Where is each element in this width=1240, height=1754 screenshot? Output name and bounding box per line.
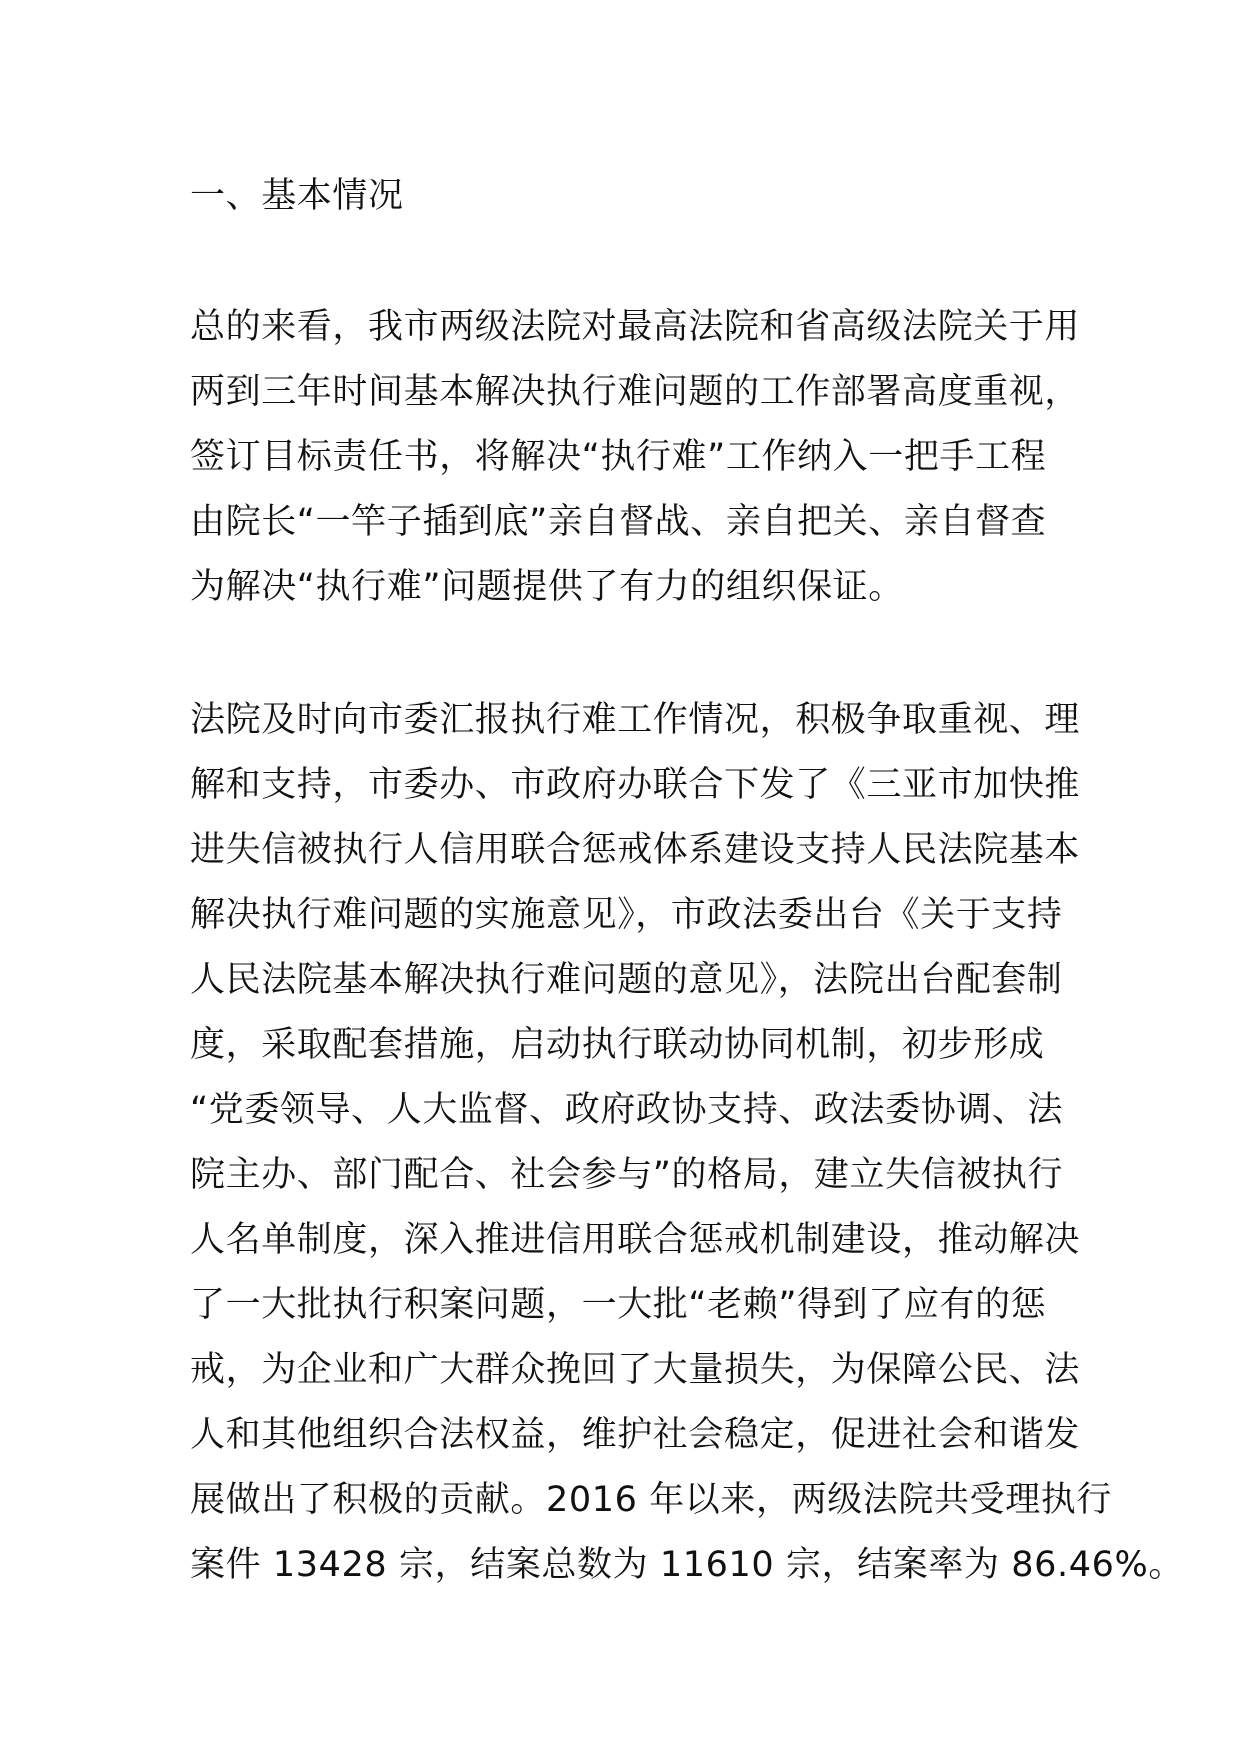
paragraph-line: 度，采取配套措施，启动执行联动协同机制，初步形成 xyxy=(190,1025,1045,1065)
paragraph-line: 院主办、部门配合、社会参与”的格局，建立失信被执行 xyxy=(190,1155,1064,1195)
paragraph-line: 人和其他组织合法权益，维护社会稳定，促进社会和谐发 xyxy=(190,1415,1081,1455)
paragraph-overview xyxy=(190,295,1081,620)
paragraph-line: 总的来看，我市两级法院对最高法院和省高级法院关于用 xyxy=(190,307,1081,347)
paragraph-line: 法院及时向市委汇报执行难工作情况，积极争取重视、理 xyxy=(190,700,1081,740)
paragraph-line: 两到三年时间基本解决执行难问题的工作部署高度重视， xyxy=(190,372,1081,412)
paragraph-line: 进失信被执行人信用联合惩戒体系建设支持人民法院基本 xyxy=(190,830,1081,870)
section-heading xyxy=(190,164,1070,229)
paragraph-line: 了一大批执行积案问题，一大批“老赖”得到了应有的惩 xyxy=(190,1285,1047,1325)
paragraph-line: 为解决“执行难”问题提供了有力的组织保证。 xyxy=(190,567,904,607)
paragraph-line: 由院长“一竿子插到底”亲自督战、亲自把关、亲自督查 xyxy=(190,502,1047,542)
paragraph-line: 解决执行难问题的实施意见》，市政法委出台《关于支持 xyxy=(190,895,1063,935)
paragraph-line: 人民法院基本解决执行难问题的意见》，法院出台配套制 xyxy=(190,960,1063,1000)
paragraph-line: 展做出了积极的贡献。2016 年以来，两级法院共受理执行 xyxy=(190,1480,1112,1520)
paragraph-details xyxy=(190,688,1184,1598)
paragraph-line: “党委领导、人大监督、政府政协支持、政法委协调、法 xyxy=(190,1090,1064,1130)
paragraph-line: 戒，为企业和广大群众挽回了大量损失，为保障公民、法 xyxy=(190,1350,1081,1390)
paragraph-line: 签订目标责任书，将解决“执行难”工作纳入一把手工程 xyxy=(190,437,1047,477)
paragraph-line: 解和支持，市委办、市政府办联合下发了《三亚市加快推 xyxy=(190,765,1081,805)
paragraph-line: 案件 13428 宗，结案总数为 11610 宗，结案率为 86.46%。 xyxy=(190,1545,1184,1585)
heading-text: 一、基本情况 xyxy=(190,176,404,216)
paragraph-line: 人名单制度，深入推进信用联合惩戒机制建设，推动解决 xyxy=(190,1220,1081,1260)
